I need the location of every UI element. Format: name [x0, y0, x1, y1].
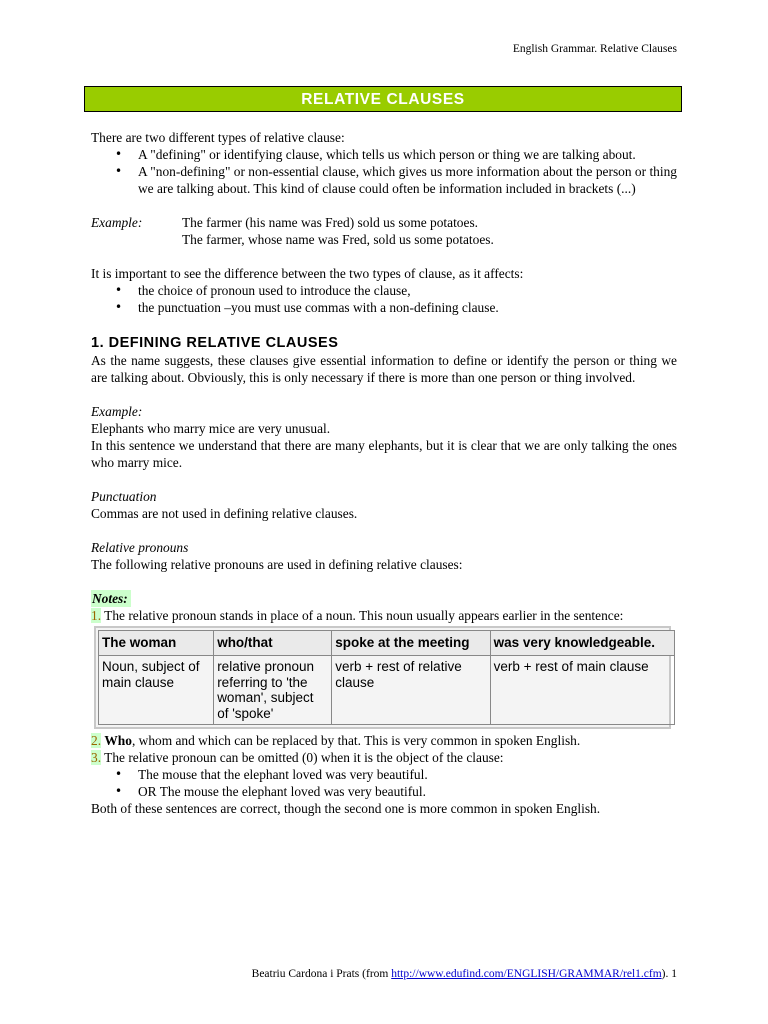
list-item: • OR The mouse the elephant loved was very beautiful.	[91, 783, 677, 800]
intro-bullet-list	[91, 146, 677, 197]
example-sentence: Elephants who marry mice are very unusual.	[91, 421, 331, 436]
example-row	[91, 214, 677, 231]
section-paragraph: As the name suggests, these clauses give essential information to define or identify the person or thing we are talking about. Obviously, this is only necessary if there is more than one person or thing involved.	[91, 353, 677, 385]
page-footer	[252, 966, 677, 983]
list-item: • The mouse that the elephant loved was very beautiful.	[91, 766, 677, 783]
example-label: Example:	[91, 404, 143, 419]
example-explanation: In this sentence we understand that there are many elephants, but it is clear that we are only talking the ones who marry mice.	[91, 438, 677, 470]
example-line: The farmer, whose name was Fred, sold us some potatoes.	[182, 232, 494, 247]
pronouns-text: The following relative pronouns are used in defining relative clauses:	[91, 557, 463, 572]
section-heading: 1. DEFINING RELATIVE CLAUSES	[91, 335, 339, 351]
list-item: • the punctuation –you must use commas with a non-defining clause.	[91, 299, 677, 316]
note-3	[91, 749, 677, 766]
note-1	[91, 607, 677, 624]
table-cell: relative pronoun referring to 'the woman', subject of 'spoke'	[214, 656, 332, 725]
table-cell: verb + rest of relative clause	[332, 656, 490, 725]
list-item: • A "defining" or identifying clause, which tells us which person or thing we are talking about.	[91, 146, 677, 163]
title-banner-text: RELATIVE CLAUSES	[301, 91, 465, 108]
intro-lead: There are two different types of relative clause:	[91, 130, 345, 145]
list-item: • A "non-defining" or non-essential clause, which gives us more information about the person or thing we are talking about. This kind of clause could often be information included in brackets (...)	[91, 163, 677, 197]
closing-paragraph: Both of these sentences are correct, though the second one is more common in spoken English.	[91, 801, 601, 816]
footer-prefix: Beatriu Cardona i Prats (from	[251, 968, 392, 980]
example-line: The farmer (his name was Fred) sold us some potatoes.	[182, 215, 479, 230]
table-header-row	[99, 631, 675, 656]
list-item: • the choice of pronoun used to introduce the clause,	[91, 282, 677, 299]
note-2	[91, 732, 677, 749]
example-row	[91, 231, 677, 248]
example-table-frame	[94, 626, 671, 729]
example-label: Example:	[91, 215, 143, 230]
punctuation-text: Commas are not used in defining relative clauses.	[91, 506, 358, 521]
note-text: The relative pronoun can be omitted (0) when it is the object of the clause:	[104, 750, 504, 765]
note-3-bullet-list	[91, 766, 677, 800]
table-header-cell: spoke at the meeting	[332, 631, 490, 656]
footer-suffix: ). 1	[661, 968, 677, 980]
pronouns-label: Relative pronouns	[91, 540, 189, 555]
clause-breakdown-table	[98, 630, 675, 725]
source-link[interactable]: http://www.edufind.com/ENGLISH/GRAMMAR/rel1.cfm	[391, 968, 662, 980]
page-header-title: English Grammar. Relative Clauses	[512, 43, 677, 55]
note-number: 3.	[91, 750, 102, 765]
note-number: 2.	[91, 733, 102, 748]
document-body	[91, 129, 677, 817]
table-row	[99, 656, 675, 725]
punctuation-label: Punctuation	[91, 489, 157, 504]
table-header-cell: who/that	[214, 631, 332, 656]
title-banner	[84, 86, 682, 112]
table-cell: verb + rest of main clause	[490, 656, 674, 725]
table-header-cell: The woman	[99, 631, 214, 656]
note-text: , whom and which can be replaced by that. This is very common in spoken English.	[131, 733, 581, 748]
notes-label: Notes:	[91, 590, 131, 607]
note-number: 1.	[91, 608, 102, 623]
table-cell: Noun, subject of main clause	[99, 656, 214, 725]
note-text: The relative pronoun stands in place of a noun. This noun usually appears earlier in the sentence:	[104, 608, 624, 623]
table-header-cell: was very knowledgeable.	[490, 631, 674, 656]
important-lead: It is important to see the difference between the two types of clause, as it affects:	[91, 266, 524, 281]
important-bullet-list	[91, 282, 677, 316]
note-bold-word: Who	[104, 733, 132, 748]
